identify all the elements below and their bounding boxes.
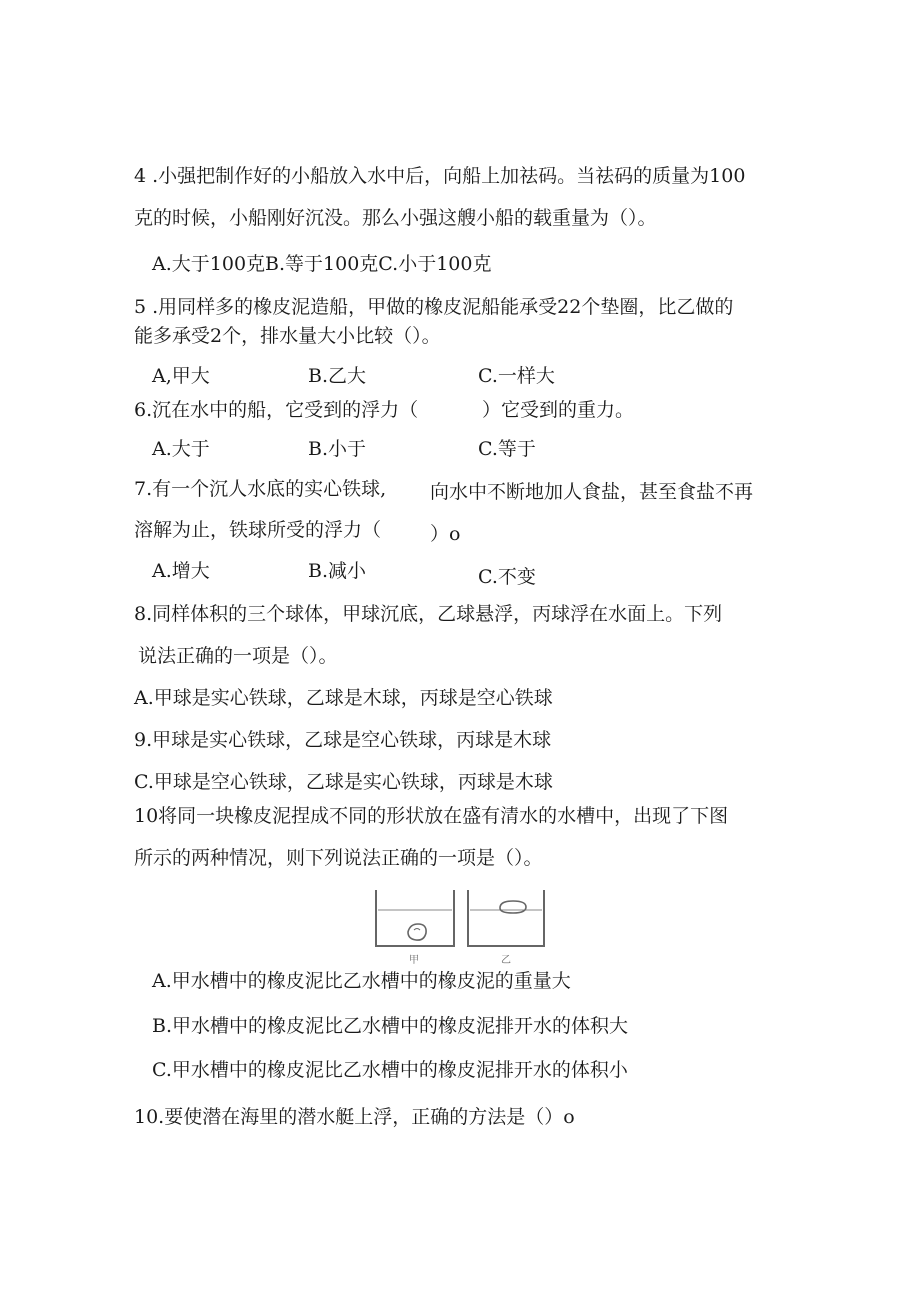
q7-option-b: B.减小: [308, 560, 367, 582]
q8-line1: 8.同样体积的三个球体，甲球沉底，乙球悬浮，丙球浮在水面上。下列: [134, 603, 723, 625]
q7-line1-right: 向水中不断地加人食盐，甚至食盐不再: [430, 481, 754, 503]
q10a-line2: 所示的两种情况，则下列说法正确的一项是（）。: [134, 847, 543, 869]
q7-option-c: C.不变: [478, 566, 536, 588]
figure-label-jia: 甲: [409, 955, 419, 966]
q10a-option-c: C.甲水槽中的橡皮泥比乙水槽中的橡皮泥排开水的体积小: [152, 1059, 628, 1081]
q5-option-c: C.一样大: [478, 365, 555, 387]
q6-option-b: B.小于: [308, 438, 367, 460]
q5-line1: 5 .用同样多的橡皮泥造船，甲做的橡皮泥船能承受22个垫圈，比乙做的: [134, 296, 734, 318]
q6-option-c: C.等于: [478, 438, 536, 460]
q5-option-b: B.乙大: [308, 365, 367, 387]
q8-option-a: A.甲球是实心铁球，乙球是木球，丙球是空心铁球: [134, 687, 553, 709]
q7-option-a: A.增大: [152, 560, 210, 582]
q7-line1: 7.有一个沉人水底的实心铁球,: [134, 478, 387, 500]
q6-line1: 6.沉在水中的船，它受到的浮力（: [134, 399, 419, 421]
q8-line2: 说法正确的一项是（）。: [138, 645, 338, 667]
q7-line2: 溶解为止，铁球所受的浮力（: [134, 519, 382, 541]
figure-label-yi: 乙: [501, 955, 511, 966]
q8-option-c: C.甲球是空心铁球，乙球是实心铁球，丙球是木球: [134, 771, 553, 793]
q7-line2-end: ）o: [430, 523, 461, 545]
q10a-option-b: B.甲水槽中的橡皮泥比乙水槽中的橡皮泥排开水的体积大: [152, 1015, 629, 1037]
q5-line2: 能多承受2个，排水量大小比较（）。: [134, 325, 441, 347]
q10a-line1: 10将同一块橡皮泥捏成不同的形状放在盛有清水的水槽中，出现了下图: [134, 805, 729, 827]
q6-line1-end: ）它受到的重力。: [482, 399, 635, 421]
q10a-option-a: A.甲水槽中的橡皮泥比乙水槽中的橡皮泥的重量大: [152, 970, 571, 992]
q6-option-a: A.大于: [152, 438, 210, 460]
q4-line2: 克的时候，小船刚好沉没。那么小强这艘小船的载重量为（）。: [134, 207, 657, 229]
q5-option-a: A,甲大: [152, 365, 210, 387]
q10b-line1: 10.要使潜在海里的潜水艇上浮，正确的方法是（）o: [134, 1106, 575, 1128]
q4-line1: 4 .小强把制作好的小船放入水中后，向船上加祛码。当祛码的质量为100: [134, 165, 746, 187]
q4-options: A.大于100克B.等于100克C.小于100克: [152, 253, 492, 275]
water-tank-figure: [370, 888, 550, 968]
tank-yi: [468, 890, 544, 946]
tank-jia: [376, 890, 454, 946]
q8-option-b: 9.甲球是实心铁球，乙球是空心铁球，丙球是木球: [134, 729, 552, 751]
